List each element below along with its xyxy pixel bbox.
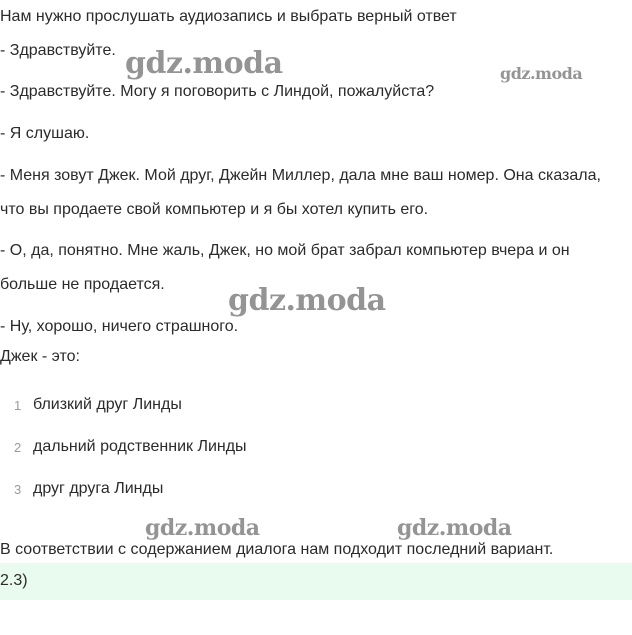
option-text: дальний родственник Линды — [33, 438, 247, 455]
task-intro: Нам нужно прослушать аудиозапись и выбрать верный ответ — [0, 8, 457, 25]
answer-text: 2.3) — [0, 572, 28, 589]
dialogue-line: - Ну, хорошо, ничего страшного. — [0, 318, 239, 335]
option-number: 1 — [14, 398, 22, 413]
dialogue-line: - Здравствуйте. — [0, 42, 116, 59]
watermark-3: gdz.moda — [228, 283, 386, 318]
watermark-1: gdz.moda — [125, 46, 283, 81]
dialogue-line: - Я слушаю. — [0, 125, 90, 142]
question-prompt: Джек - это: — [0, 348, 80, 365]
option-item — [0, 478, 400, 506]
conclusion-text: В соответствии с содержанием диалога нам подходит последний вариант. — [0, 541, 554, 558]
dialogue-line: что вы продаете свой компьютер и я бы хотел купить его. — [0, 201, 429, 218]
option-number: 2 — [14, 440, 22, 455]
dialogue-line: - Меня зовут Джек. Мой друг, Джейн Миллер, дала мне ваш номер. Она сказала, — [0, 167, 601, 184]
option-item — [0, 436, 400, 464]
option-number: 3 — [14, 482, 22, 497]
answer-bar — [0, 563, 632, 600]
dialogue-line: больше не продается. — [0, 276, 165, 293]
option-text: друг друга Линды — [33, 480, 164, 497]
option-item — [0, 394, 400, 422]
watermark-2: gdz.moda — [500, 64, 583, 83]
watermark-5: gdz.moda — [397, 515, 512, 541]
watermark-4: gdz.moda — [145, 515, 260, 541]
dialogue-line: - Здравствуйте. Могу я поговорить с Линдой, пожалуйста? — [0, 83, 435, 100]
dialogue-line: - О, да, понятно. Мне жаль, Джек, но мой брат забрал компьютер вчера и он — [0, 242, 570, 259]
option-text: близкий друг Линды — [33, 396, 182, 413]
